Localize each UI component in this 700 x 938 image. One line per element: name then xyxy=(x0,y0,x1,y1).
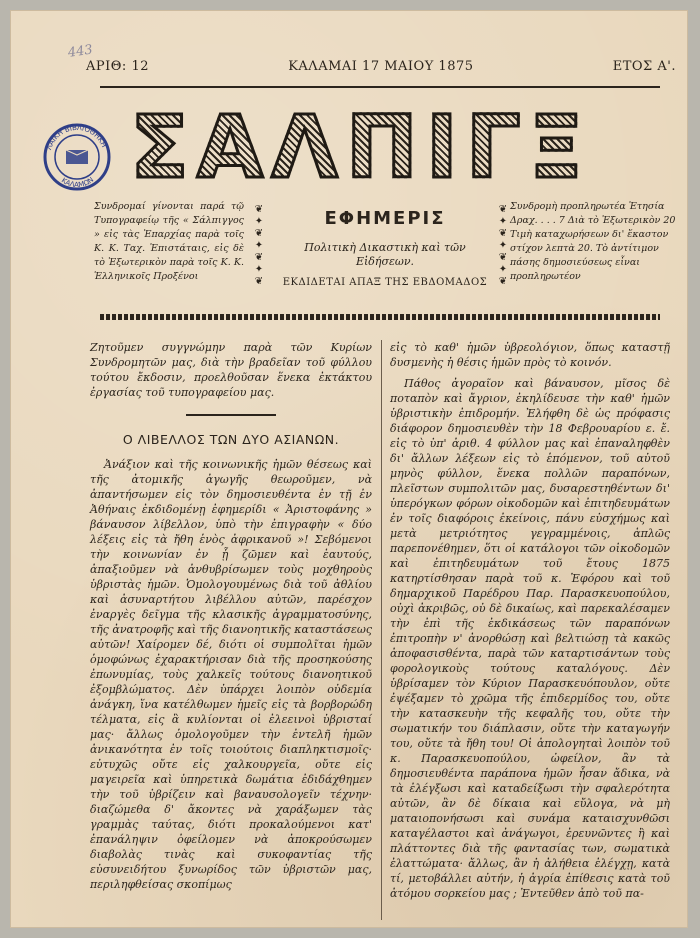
article-body-right xyxy=(390,340,670,901)
subscription-info-left: Συνδρομαί γίνονται παρά τῷ Τυπογραφείῳ τῆς « Σάλπιγγος » εἰς τὰς Ἐπαρχίας παρὰ τοῖς Κ. Κ. Ταχ. Ἐπιστάταις, εἰς δὲ τὸ Ἐξωτερικὸν παρὰ τοῖς Κ. Κ. Ἑλληνικοῖς Προξένοι xyxy=(94,201,244,282)
newspaper-page xyxy=(10,10,688,928)
article-paragraph-continued: εἰς τὸ καθ' ἡμῶν ὑβρεολόγιον, ὅπως καταστῇ δυσμενὴς ἡ θέσις ἡμῶν πρὸς τὸ κοινόν. xyxy=(390,341,670,369)
subtitle-block xyxy=(280,208,490,288)
subscription-info-right: Συνδρομὴ προπληρωτέα Ἐτησία Δραχ. . . . 7 Διὰ τὸ Ἐξωτερικὸν 20 Τιμὴ καταχωρήσεων δι' ἕκαστον στίχον λεπτὰ 20. Τὸ ἀντίτιμον πάσης δημοσιεύσεως εἶναι προπληρωτέον xyxy=(510,201,676,282)
column-divider xyxy=(381,340,382,920)
apology-notice: Ζητοῦμεν συγγνώμην παρὰ τῶν Κυρίων Συνδρομητῶν μας, διὰ τὴν βραδεῖαν τοῦ φύλλου τούτου ἔκδοσιν, προελθοῦσαν ἕνεκα ἐκτάκτου ἐργασίας τοῦ τυπογραφείου μας. xyxy=(90,341,372,399)
article-paragraph: Ἀνάξιον καὶ τῆς κοινωνικῆς ἡμῶν θέσεως καὶ τῆς ἀτομικῆς ἀγωγῆς θεωροῦμεν, νὰ ἀπαντήσωμεν εἰς τὸν δημοσιευθέντα ἐν τῇ ἐν Ἀθήναις ἐκδιδομένῃ ἐφημερίδι « Ἀριστοφάνης » βάναυσον λίβελλον, ὑπὸ τὴν ἐπιγραφὴν « δύο λέξεις εἰς τὰ ἤθη ἑνὸς ἀφρικανοῦ »! Σεβόμενοι τὴν κοινωνίαν ἐν ᾗ ζῶμεν καὶ ἑαυτούς, ἀπαξιοῦμεν νὰ ἀνθυβρίσωμεν τοὺς μοχθηροὺς ὑβριστὰς ἡμῶν. Ὁμολογουμένως διὰ τοῦ ἀθλίου καὶ ἀσυναρτήτου λιβέλλου αὐτῶν, παρέσχον ἐναργὲς δεῖγμα τῆς κλασικῆς ἀγραμματοσύνης, τῆς ἀνατροφῆς καὶ τῆς διανοητικῆς καταστάσεως αὐτῶν! Χαίρομεν δέ, διότι οἱ συμπολῖται ἡμῶν ὁμοφώνως ἐχαρακτήρισαν διὰ τῆς προσηκούσης ἐπωνυμίας, τοὺς χαλκεῖς τούτους διανοητικοῦ ἐξομβλώματος. Δὲν ὑπάρχει λοιπὸν οὐδεμία ἀνάγκη, ἵνα κατέλθωμεν ἡμεῖς εἰς τὰ βορβορώδη τέλματα, εἰς ἃ κυλίονται οἱ ἐλεεινοὶ ὑβρισταί μας· ἄλλως ὁμολογοῦμεν τὴν ἐντελῆ ἡμῶν ἀνικανότητα ἐν τοῖς τοιούτοις διαπληκτισμοῖς· εὐτυχῶς οὔτε εἰς χαλκουργεῖα, οὔτε εἰς μαγειρεῖα καὶ ὑπηρετικὰ δωμάτια ἐδιδάχθημεν τὴν τοῦ ὑβρίζειν καὶ βαναυσολογεῖν τέχνην· διαζώμεθα δ' ἄκοντες νὰ χαράξωμεν τὰς γραμμὰς ταύτας, διότι προκαλούμενοι κατ' ἐπανάληψιν ὀφείλομεν νὰ ἀποκρούσωμεν διαβολὰς τινὰς καὶ συκοφαντίας τῆς εὐσυνειδήτου ξυνωρίδος τῶν ὑβριστῶν μας, περιληφθείσας σκοπίμως xyxy=(90,458,372,891)
masthead-rule xyxy=(100,86,660,88)
masthead-line xyxy=(86,58,676,74)
section-divider xyxy=(100,314,660,320)
short-divider xyxy=(186,414,276,416)
right-column xyxy=(390,340,670,907)
subtitle: ΕΦΗΜΕΡΙΣ xyxy=(324,208,446,229)
paper-description: Πολιτικὴ Δικαστικὴ καὶ τῶν Εἰδήσεων. xyxy=(304,241,466,268)
newspaper-title: ΣΑΛΠΙΓΞ xyxy=(130,98,591,198)
stamp-bottom-text: ΚΑΛΑΜΩΝ xyxy=(59,175,96,190)
year-volume: ΕΤΟΣ Α'. xyxy=(612,58,676,74)
stamp-top-text: ΛΑΙΚΗ ΒΙΒΛΙΟΘΗΚΗ xyxy=(45,123,108,151)
article-title: Ο ΛΙΒΕΛΛΟΣ ΤΩΝ ΔΥΟ ΑΣΙΑΝΩΝ. xyxy=(122,432,340,447)
library-stamp xyxy=(42,122,112,192)
article-body-left xyxy=(90,457,372,892)
ornament-column-left: ❦ ✦ ❦ ✦ ❦ ✦ ❦ xyxy=(254,204,264,287)
article-paragraph: Πάθος ἀγοραῖον καὶ βάναυσον, μῖσος δὲ ποταπὸν καὶ ἄγριον, ἐκηλίδευσε τὴν καθ' ἡμῶν ὑβριστικὴν ἐπιδρομήν. Ἐλήφθη δὲ ὡς πρόφασις διάφορον δημοσιευθὲν τὴν 18 Φεβρουαρίου ε. ἔ. εἰς τὸ ὑπ' ἀριθ. 4 φύλλον μας καὶ ἐπαναληφθὲν δι' ἄλλων λέξεων εἰς τὸ ἑπόμενον, τοῦ αὐτοῦ μηνὸς φύλλον, ἕνεκα πολλῶν παραπόνων, πλεῖστων συμπολιτῶν μας, δυσαρεστηθέντων δι' ὑπερόγκων φόρων οἰκοδομῶν καὶ ἐπιτηδευμάτων ἐν τοῖς διαφόροις ἐκείνοις, πάνυ εὐσχήμως καὶ μετὰ μετριότητος γεγραμμένοις, ἁπλῶς παρεπονέθημεν, ὅτι οἱ κατάλογοι τῶν οἰκοδομῶν καὶ ἐπιτηδευμάτων τοῦ ἔτους 1875 κατηρτίσθησαν παρὰ τοῦ κ. Ἐφόρου καὶ τοῦ δημαρχικοῦ Παρέδρου Παρ. Παρασκευοπούλου, οὐχὶ ἀκριβῶς, οὐ δὲ δικαίως, καὶ παρεκαλέσαμεν τὴν ἐπὶ τῆς ἐκδικάσεως τῶν παραπόνων ἐπιτροπὴν ν' ἀνορθώσῃ καὶ βελτιώσῃ τὰ κακῶς ἀποφασισθέντα, παρὰ τῶν καταρτισάντων τοὺς φορολογικοὺς τούτους καταλόγους. Δὲν ὑβρίσαμεν τὸν Κύριον Παρασκευόπουλον, οὔτε ἐψέξαμεν τὸ χρῶμα τῆς ἐπιδερμίδος του, οὔτε τὴν κατασκευὴν τῆς κεφαλῆς του, οὔτε τὴν σωματικήν του διάπλασιν, οὔτε τὴν καταγωγήν του, οὔτε τὰ ἤθη του! Οἱ ἀπολογηταὶ λοιπὸν τοῦ κ. Παρασκευοπούλου, ὠφείλον, ἂν τὰ δημοσιευθέντα παράπονα ἡμῶν ἦσαν ἄδικα, νὰ τὰ ἐλέγξωσι καὶ καταδείξωσι τὴν σφαλερότητα αὐτῶν, ἂν δὲ δίκαια καὶ εὔλογα, νὰ μὴ ματαιοπονήσωσι καὶ συνάμα καταισχυνθῶσι καταγέλαστοι καὶ ἀνάγωγοι, ἐρευνῶντες ἢ καὶ πλάττοντες διὰ τῆς φαντασίας των, σωματικὰ ἐλαττώματα· ἄλλως, ἂν ἡ ἀλήθεια ἐλέγχῃ, κατὰ τί, μετοβάλλει αὐτήν, ἡ ἀγρία ἐπίθεσις κατὰ τοῦ ἀτόμου σορκείου μας ; Ἐντεῦθεν ἀπὸ τοῦ πα- xyxy=(390,377,670,900)
publication-frequency: ΕΚΔΙΔΕΤΑΙ ΑΠΑΞ ΤΗΣ ΕΒΔΟΜΑΔΟΣ xyxy=(282,277,488,288)
ornament-column-right: ❦ ✦ ❦ ✦ ❦ ✦ ❦ xyxy=(498,204,508,287)
svg-text:ΛΑΙΚΗ ΒΙΒΛΙΟΘΗΚΗ xyxy=(45,124,108,151)
handwritten-archive-note: 443 xyxy=(67,42,94,61)
left-column xyxy=(90,340,372,898)
place-date: ΚΑΛΑΜΑΙ 17 ΜΑΙΟΥ 1875 xyxy=(288,58,474,74)
issue-number: ΑΡΙΘ: 12 xyxy=(86,58,149,74)
